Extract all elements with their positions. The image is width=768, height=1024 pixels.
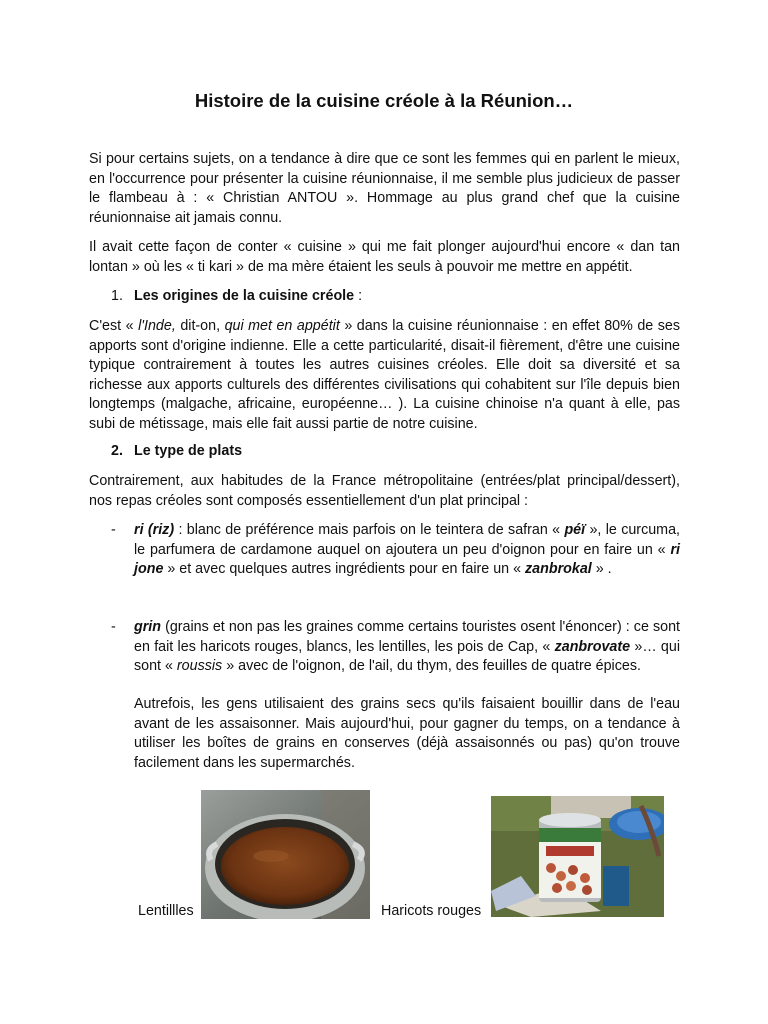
- grin-paragraph-2: Autrefois, les gens utilisaient des grains secs qu'ils faisaient bouillir dans de l'eau avant de les assaisonner. Mais aujourd'hui, pour gagner du temps, on a tendance à utiliser les boîtes de grains en conserves (déjà assaisonnés ou pas) qu'on trouve facilement dans les supermarchés.: [134, 696, 680, 771]
- grin-text-3: » avec de l'oignon, de l'ail, du thym, des feuilles de quatre épices.: [222, 658, 641, 674]
- section-2-intro: Contrairement, aux habitudes de la France métropolitaine (entrées/plat principal/dessert), nos repas créoles sont composés essentiellement d'un plat principal :: [89, 473, 680, 509]
- grin-emph-roussis: roussis: [176, 658, 223, 674]
- ri-text-1: : blanc de préférence mais parfois on le teintera de safran «: [174, 522, 565, 538]
- ri-emph-zanbrokal: zanbrokal: [525, 561, 592, 577]
- ri-text-4: » .: [591, 561, 612, 577]
- section-2-heading: Le type de plats: [134, 443, 243, 459]
- ri-text-2: », le curcuma, le parfumera de cardamone auquel on ajoutera un peu d'oignon pour en faire un «: [134, 522, 680, 558]
- section-1-heading-text: Les origines de la cuisine créole: [134, 288, 355, 304]
- bullet-dash-ri: -: [111, 522, 116, 538]
- intro-paragraph-1: Si pour certains sujets, on a tendance à dire que ce sont les femmes qui en parlent le mieux, en l'occurrence pour présenter la cuisine réunionnaise, il me semble plus judicieux de passer le flambeau à : « Christian ANTOU ». Hommage au plus grand chef que la cuisine réunionnaise ait jamais connu.: [89, 151, 680, 226]
- s1-text-c: » dans la cuisine réunionnaise : en effet 80% de ses apports sont d'origine indienne. Elle a cette particularité, disait-il fièrement, d'être une cuisine typique contrairement à toutes les autres cuisines créoles. Elle doit sa diversité et sa richesse aux apports culturels des différentes civilisations qui cohabitent sur l'île depuis bien longtemps (malgache, africaine, européenne… ). La cuisine chinoise n'a quant à elle, pas subi de métissage, mais elle fait aussi partie de notre cuisine.: [89, 318, 680, 432]
- grin-term: grin: [134, 619, 162, 635]
- section-1-heading-suffix: :: [354, 288, 363, 304]
- intro-paragraph-2: Il avait cette façon de conter « cuisine » qui me fait plonger aujourd'hui encore « dan tan lontan » où les « ti kari » de ma mère étaient les seuls à pouvoir me mettre en appétit.: [89, 239, 680, 275]
- ri-text-3: » et avec quelques autres ingrédients pour en faire un «: [163, 561, 526, 577]
- lentil-pot-photo: [201, 790, 370, 919]
- bullet-grin: [134, 618, 680, 677]
- s1-text-a: C'est «: [89, 318, 139, 334]
- ri-emph-pei: péï: [564, 522, 586, 538]
- s1-emph-inde: l'Inde,: [138, 318, 176, 334]
- beans-can-illustration: [491, 796, 664, 917]
- ri-emph-jone: ri jone: [134, 541, 680, 577]
- lentil-pot-illustration: [201, 790, 370, 919]
- grin-text-2: »… qui sont «: [134, 638, 680, 674]
- section-2-number: 2.: [111, 443, 123, 459]
- ri-term: ri (riz): [134, 522, 175, 538]
- section-1-number: 1.: [111, 288, 123, 304]
- page-title: Histoire de la cuisine créole à la Réunion…: [194, 90, 574, 111]
- grin-text-1: (grains et non pas les graines comme certains touristes osent l'énoncer) : ce sont en fait les haricots rouges, blancs, les lentilles, les pois de Cap, «: [134, 619, 680, 655]
- grin-emph-zanbrovate: zanbrovate: [554, 638, 631, 655]
- s1-text-b: dit-on,: [175, 318, 225, 334]
- bullet-ri: [134, 521, 680, 580]
- beans-can-photo: [491, 796, 664, 917]
- bullet-dash-grin: -: [111, 619, 116, 635]
- caption-lentilles: Lentillles: [138, 903, 194, 919]
- s1-emph-appetit: qui met en appétit: [224, 318, 340, 334]
- section-1-heading: [134, 287, 362, 307]
- section-1-paragraph: [89, 317, 680, 434]
- caption-haricots: Haricots rouges: [381, 903, 482, 919]
